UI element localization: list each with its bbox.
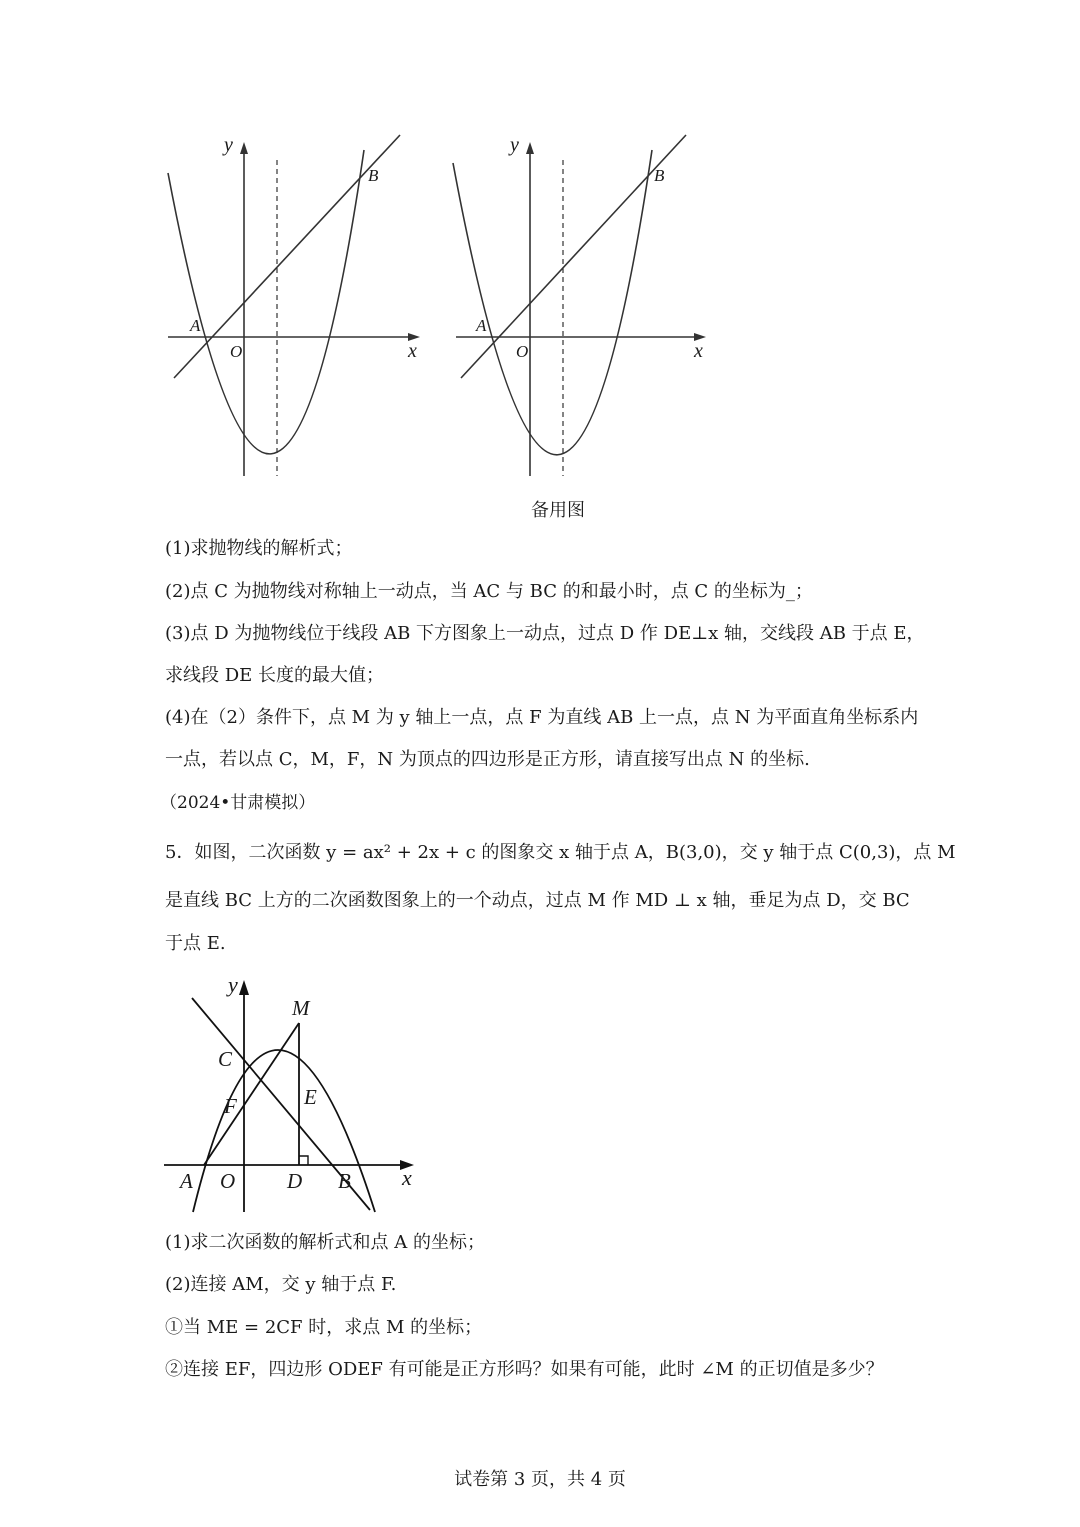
p5-question-1: (1)求二次函数的解析式和点 A 的坐标； <box>165 1232 485 1253</box>
p5-intro-line-1: 5．如图，二次函数 y = ax² + 2x + c 的图象交 x 轴于点 A，B(3,0)，交 y 轴于点 C(0,3)，点 M <box>165 842 956 863</box>
figure-graph-3 <box>160 972 430 1220</box>
point-m-label: M <box>292 996 310 1020</box>
point-a-label: A <box>190 316 201 335</box>
p4-question-1: (1)求抛物线的解析式； <box>165 538 353 559</box>
p4-question-3-line-2: 求线段 DE 长度的最大值； <box>165 665 385 686</box>
source-label: （2024•甘肃模拟） <box>160 793 316 813</box>
right-angle-mark <box>299 1156 308 1165</box>
p4-question-4-line-1: (4)在（2）条件下，点 M 为 y 轴上一点，点 F 为直线 AB 上一点，点 N 为平面直角坐标系内 <box>165 707 919 728</box>
point-a-label: A <box>476 316 487 335</box>
point-b-label: B <box>654 166 665 185</box>
figure-graph-1 <box>160 128 430 480</box>
point-b-label: B <box>368 166 379 185</box>
origin-label: O <box>516 342 529 361</box>
point-f-label: F <box>224 1094 237 1118</box>
p4-question-3-line-1: (3)点 D 为抛物线位于线段 AB 下方图象上一动点，过点 D 作 DE⊥x 轴，交线段 AB 于点 E， <box>165 623 925 644</box>
parabola <box>453 150 652 455</box>
p5-intro-line-2: 是直线 BC 上方的二次函数图象上的一个动点，过点 M 作 MD ⊥ x 轴，垂足为点 D，交 BC <box>165 890 910 911</box>
point-b-label: B <box>338 1169 351 1193</box>
y-label: y <box>510 134 519 156</box>
p5-question-2-2: ②连接 EF，四边形 ODEF 有可能是正方形吗？如果有可能，此时 ∠M 的正切值是多少？ <box>165 1359 884 1380</box>
y-label: y <box>228 972 238 997</box>
origin-label: O <box>220 1169 236 1193</box>
x-label: x <box>694 340 703 362</box>
line-ab <box>461 135 686 378</box>
x-label: x <box>402 1165 412 1190</box>
point-a-label: A <box>180 1169 193 1193</box>
point-d-label: D <box>287 1169 303 1193</box>
line-am <box>204 1023 299 1165</box>
p5-question-2-1: ①当 ME = 2CF 时，求点 M 的坐标； <box>165 1317 483 1338</box>
y-axis-arrow <box>240 142 248 154</box>
point-c-label: C <box>218 1047 233 1071</box>
page-footer: 试卷第 3 页，共 4 页 <box>454 1469 626 1490</box>
p5-intro-line-3: 于点 E. <box>165 933 226 954</box>
y-label: y <box>224 134 233 156</box>
point-e-label: E <box>304 1085 317 1109</box>
parabola <box>168 150 364 454</box>
y-axis-arrow <box>526 142 534 154</box>
x-label: x <box>408 340 417 362</box>
p5-question-2: (2)连接 AM，交 y 轴于点 F. <box>165 1274 397 1295</box>
line-ab <box>174 135 400 378</box>
y-axis-arrow <box>239 980 249 995</box>
spare-figure-caption: 备用图 <box>531 500 585 521</box>
p4-question-4-line-2: 一点，若以点 C，M，F，N 为顶点的四边形是正方形，请直接写出点 N 的坐标. <box>165 749 810 770</box>
origin-label: O <box>230 342 243 361</box>
figure-graph-2 <box>446 128 716 480</box>
p4-question-2: (2)点 C 为抛物线对称轴上一动点，当 AC 与 BC 的和最小时，点 C 的坐标为_； <box>165 581 813 602</box>
